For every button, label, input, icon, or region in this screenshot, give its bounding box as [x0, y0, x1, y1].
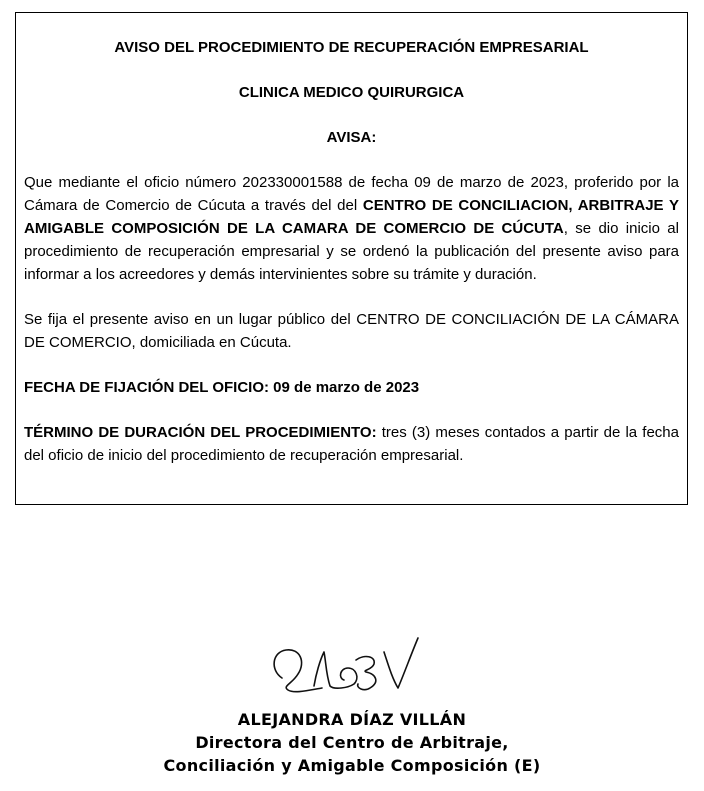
paragraph-resolution-text-b: , se dio inicio al procedimiento de recuperación empresarial y se ordenó la publicación del presente aviso para informar a los acreedores y demás intervinientes sobre su trámite y duración.	[24, 220, 679, 283]
signer-title-line1: Directora del Centro de Arbitraje,	[195, 733, 509, 752]
signer-name: ALEJANDRA DÍAZ VILLÁN	[237, 710, 467, 729]
paragraph-posting: Se fija el presente aviso en un lugar público del CENTRO DE CONCILIACIÓN DE LA CÁMARA DE COMERCIO, domiciliada en Cúcuta.	[24, 311, 679, 351]
paragraph-resolution	[24, 171, 679, 286]
paragraph-duration	[24, 421, 679, 467]
announce-heading: AVISA:	[326, 129, 377, 146]
paragraph-resolution-bold: CENTRO DE CONCILIACION, ARBITRAJE Y AMIGABLE COMPOSICIÓN DE LA CAMARA DE COMERCIO DE CÚCUTA	[24, 197, 679, 237]
posting-date-text: FECHA DE FIJACIÓN DEL OFICIO: 09 de marzo de 2023	[24, 379, 420, 396]
notice-box	[15, 12, 688, 505]
paragraph-posting-date	[24, 376, 679, 399]
company-name: CLINICA MEDICO QUIRURGICA	[238, 84, 465, 101]
signature-block	[0, 630, 704, 777]
duration-text: tres (3) meses contados a partir de la fecha del oficio de inicio del procedimiento de recuperación empresarial.	[24, 424, 679, 464]
handwritten-signature	[252, 630, 452, 710]
paragraph-resolution-text-a: Que mediante el oficio número 202330001588 de fecha 09 de marzo de 2023, proferido por la Cámara de Comercio de Cúcuta a través del del	[24, 174, 679, 214]
signer-title-line2: Conciliación y Amigable Composición (E)	[163, 756, 541, 775]
notice-title: AVISO DEL PROCEDIMIENTO DE RECUPERACIÓN EMPRESARIAL	[114, 39, 589, 56]
duration-label: TÉRMINO DE DURACIÓN DEL PROCEDIMIENTO:	[24, 424, 377, 441]
